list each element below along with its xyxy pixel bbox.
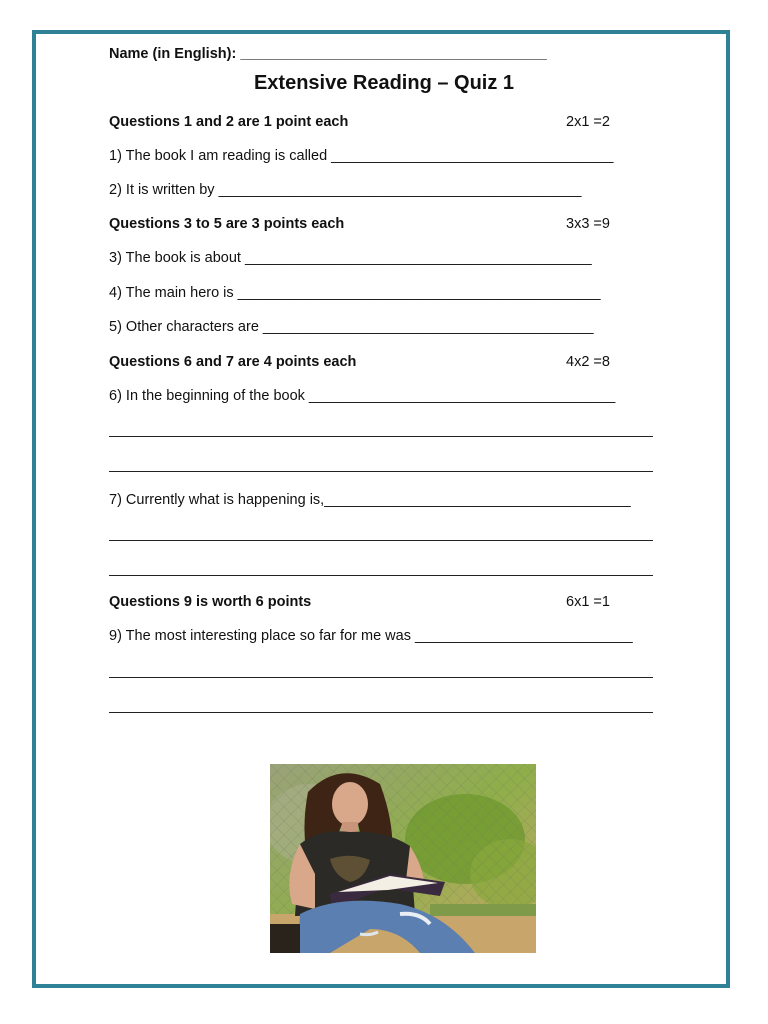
question-6: 6) In the beginning of the book ______________________________________ [109, 388, 616, 404]
section-heading-1: Questions 1 and 2 are 1 point each [109, 114, 349, 130]
answer-line [109, 540, 653, 541]
section-points-3: 4x2 =8 [566, 354, 610, 370]
question-7: 7) Currently what is happening is,______________________________________ [109, 492, 631, 508]
section-points-2: 3x3 =9 [566, 216, 610, 232]
section-points-4: 6x1 =1 [566, 594, 610, 610]
name-field-label: Name (in English): ______________________________________ [109, 46, 547, 62]
question-4: 4) The main hero is _____________________________________________ [109, 285, 601, 301]
section-heading-2: Questions 3 to 5 are 3 points each [109, 216, 345, 232]
section-heading-4: Questions 9 is worth 6 points [109, 594, 312, 610]
section-points-1: 2x1 =2 [566, 114, 610, 130]
answer-line [109, 575, 653, 576]
answer-line [109, 436, 653, 437]
page-title: Extensive Reading – Quiz 1 [253, 72, 515, 94]
question-3: 3) The book is about ___________________________________________ [109, 250, 592, 266]
question-5: 5) Other characters are _________________________________________ [109, 319, 594, 335]
question-9: 9) The most interesting place so far for me was ___________________________ [109, 628, 633, 644]
question-1: 1) The book I am reading is called ___________________________________ [109, 148, 614, 164]
question-2: 2) It is written by _____________________________________________ [109, 182, 582, 198]
answer-line [109, 677, 653, 678]
answer-line [109, 471, 653, 472]
reading-girl-photo [270, 764, 536, 953]
answer-line [109, 712, 653, 713]
section-heading-3: Questions 6 and 7 are 4 points each [109, 354, 357, 370]
